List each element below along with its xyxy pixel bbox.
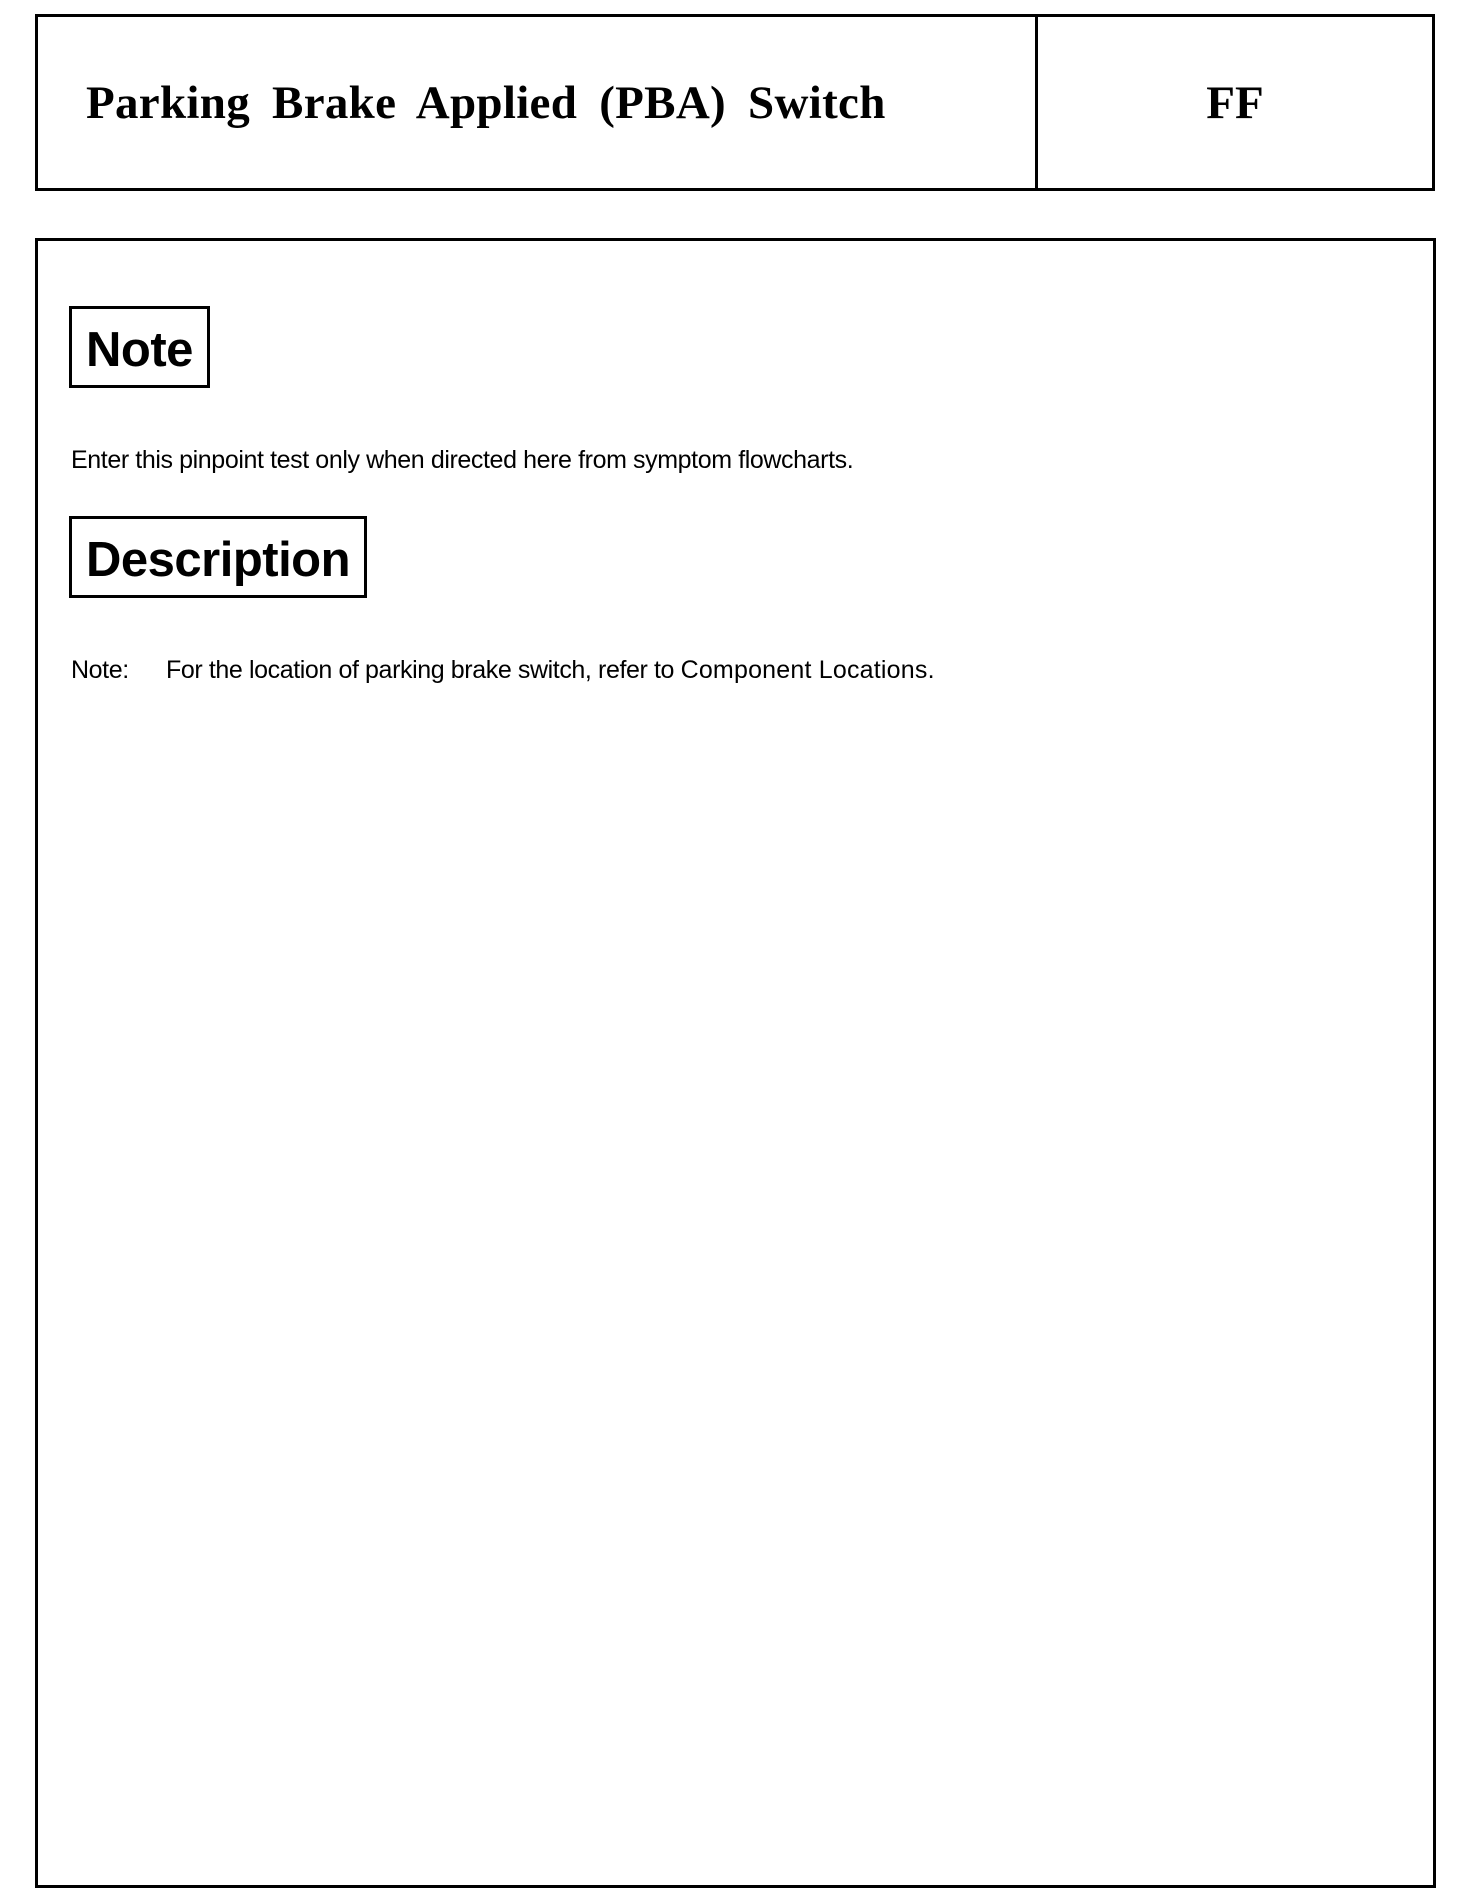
page-header — [35, 14, 1435, 191]
description-heading: Description — [69, 516, 367, 598]
note-text: Enter this pinpoint test only when directed here from symptom flowcharts. — [71, 446, 854, 474]
page-title: Parking Brake Applied (PBA) Switch — [38, 17, 1038, 188]
description-note-period: . — [927, 656, 935, 684]
content-panel — [35, 238, 1436, 1888]
section-code: FF — [1206, 76, 1264, 129]
component-locations-link[interactable]: Component Locations — [680, 656, 928, 684]
description-note-text: For the location of parking brake switch, refer to — [166, 656, 681, 684]
description-note-label: Note: — [71, 656, 129, 684]
note-heading: Note — [69, 306, 210, 388]
description-note — [71, 656, 934, 685]
